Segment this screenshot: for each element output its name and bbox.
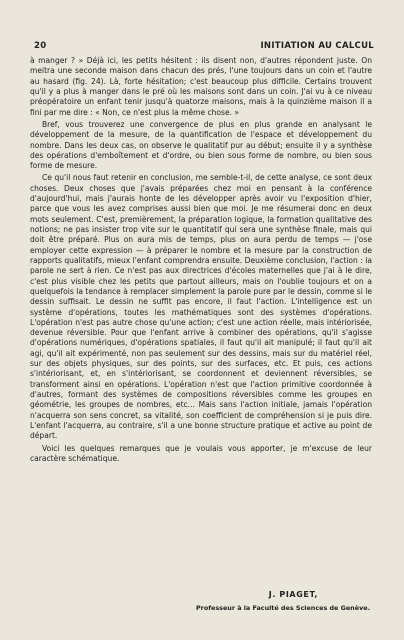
page-header — [30, 41, 374, 53]
page-number: 20 — [34, 41, 47, 51]
running-head: INITIATION AU CALCUL — [260, 41, 374, 51]
paragraph: à manger ? » Déjà ici, les petits hésitent : ils disent non, d'autres répondent juste. On meitra une seconde maison dans chacun des prés, l'une toujours dans un coin et l'autre au hasard (fig. 24). Là, forte hésitation; c'est beaucoup plus difficile. Certains trouvent qu'il y a plus à manger dans le pré où les maisons sont dans un coin. J'ai vu à ce niveau préopératoire un enfant tenir jusqu'à quatorze maisons, mais à la quinzième maison il a fini par me dire : « Non, ce n'est plus la même chose. » — [30, 56, 372, 117]
body-text — [30, 56, 372, 466]
author-name: J. PIAGET, — [268, 590, 318, 599]
paragraph: Bref, vous trouverez une convergence de plus en plus grande en analysant le développement de la mesure, de la quantification de l'espace et développement du nombre. Dans les deux cas, on observe le qualitatif pur au début; ensuite il y a synthèse des opérations d'emboîtement et d'ordre, ou bien sous forme de nombre, ou bien sous forme de mesure. — [30, 119, 372, 171]
paragraph: Voici les quelques remarques que je voulais vous apporter, je m'excuse de leur caractère schématique. — [30, 443, 372, 463]
paragraph: Ce qu'il nous faut retenir en conclusion, me semble-t-il, de cette analyse, ce sont deux choses. Deux choses que j'avais préparées chez moi en pensant à la conférence d'aujourd'hui, mais j'aurais honte de les développer après avoir vu l'exposition d'hier, parce que vous les avez comprises aussi bien que moi. Je me résumerai donc en deux mots seulement. C'est, premièrement, la préparation logique, la formation qualitative des notions; ne pas insister trop vite sur le quantitatif qui sera une synthèse finale, mais qui doit être préparé. Plus on aura mis de temps, plus on aura perdu de temps — j'ose employer cette expression — à préparer le nombre et la mesure par la construction de rapports qualitatifs, mieux l'enfant comprendra ensuite. Deuxième conclusion, l'action : la parole ne sert à rien. Ce n'est pas aux directrices d'écoles maternelles que j'ai à le dire, c'est plus visible chez les petits que partout ailleurs, mais on l'oublie toujours et on a quelquefois la tendance à remplacer simplement la parole pure par le dessin, comme si le dessin suffisait. Le dessin ne suffit pas encore, il faut l'action. L'intelligence est un système d'opérations, toutes les mathématiques sont des systèmes d'opérations. L'opération n'est pas autre chose qu'une action; c'est une action réelle, mais intériorisée, devenue réversible. Pour que l'enfant arrive à combiner des opérations, qu'il s'agisse d'opérations numériques, d'opérations spatiales, il faut qu'il ait manipulé; il faut qu'il ait agi, qu'il ait expérimenté, non pas seulement sur des dessins, mais sur du matériel réel, sur des objets physiques, sur des points, sur des surfaces, etc. Et puis, ces actions s'intériorisant, et, en s'intériorisant, se coordonnent et deviennent réversibles, se transforment ainsi en opérations. L'opération n'est que l'action primitive coordonnée à d'autres, formant des systèmes de compositions réversibles comme les groupes en géométrie, les groupes de nombres, etc... Mais sans l'action initiale, jamais l'opération n'acquerra son sens concret, sa vitalité, son coefficient de compréhension si je puis dire. L'enfant l'acquerra, au contraire, s'il a une bonne structure pratique et active au point de départ. — [30, 173, 372, 441]
signature-block — [196, 590, 370, 612]
author-title: Professeur à la Faculté des Sciences de Genève. — [196, 604, 370, 612]
